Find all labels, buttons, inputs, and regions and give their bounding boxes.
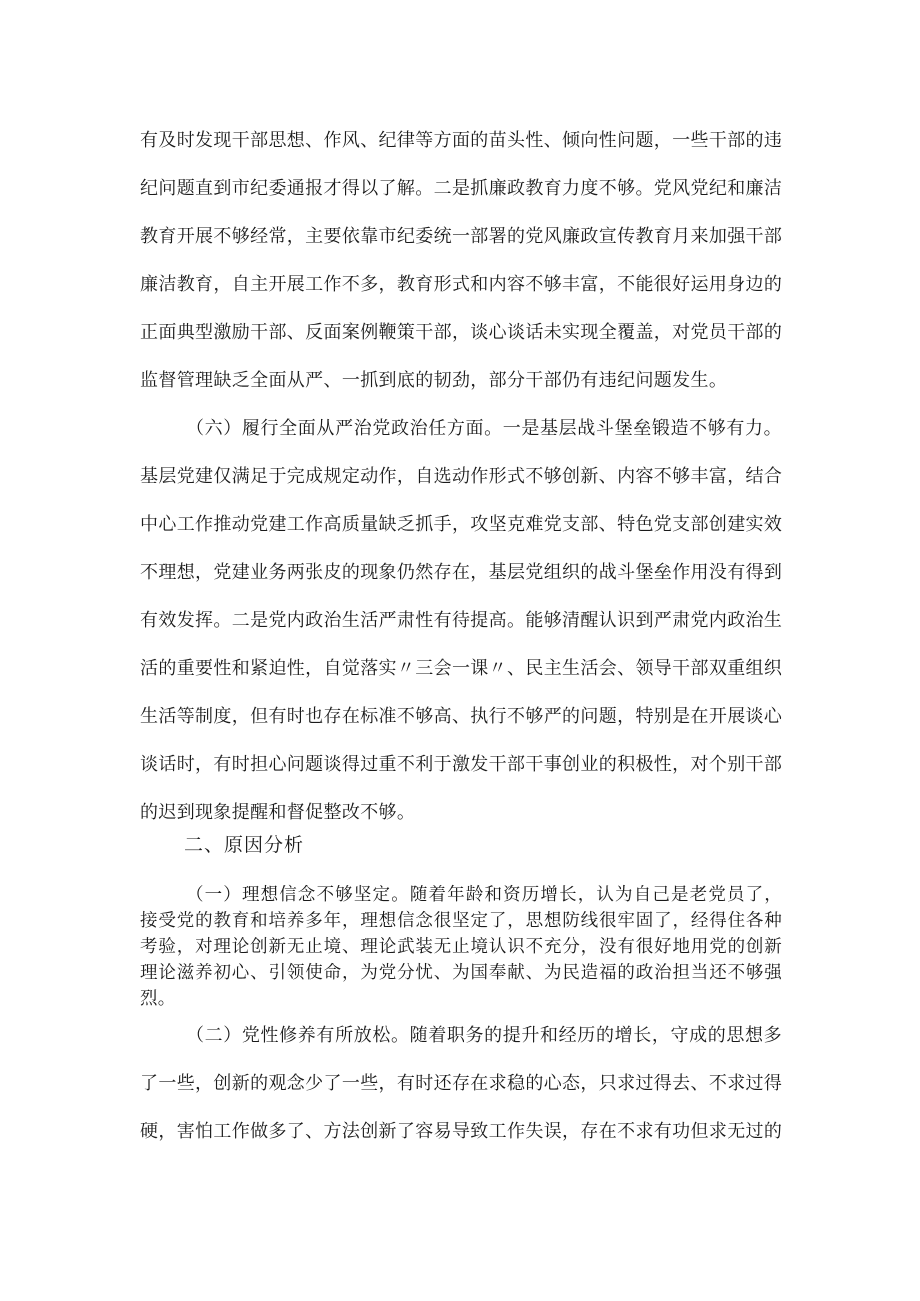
paragraph-line: 监督管理缺乏全面从严、一抓到底的韧劲，部分干部仍有违纪问题发生。 (140, 370, 728, 391)
paragraph-line: 接受党的教育和培养多年，理想信念很坚定了，思想防线很牢固了，经得住各种 (140, 911, 782, 931)
paragraph-line: 中心工作推动党建工作高质量缺乏抓手，攻坚克难党支部、特色党支部创建实效 (140, 514, 783, 535)
paragraph-line: （二）党性修养有所放松。随着职务的提升和经历的增长，守成的思想多 (186, 1025, 782, 1046)
paragraph-line: （六）履行全面从严治党政治任方面。一是基层战斗堡垒锻造不够有力。 (186, 418, 782, 439)
paragraph-line: 廉洁教育，自主开展工作不多，教育形式和内容不够丰富，不能很好运用身边的 (140, 274, 783, 295)
paragraph-line: 谈话时，有时担心问题谈得过重不利于激发干部干事创业的积极性，对个别干部 (140, 754, 783, 775)
paragraph-line: 硬，害怕工作做多了、方法创新了容易导致工作失误，存在不求有功但求无过的 (140, 1121, 783, 1142)
paragraph-line: 纪问题直到市纪委通报才得以了解。二是抓廉政教育力度不够。党风党纪和廉洁 (140, 178, 783, 199)
paragraph-line: 生活等制度，但有时也存在标准不够高、执行不够严的问题，特别是在开展谈心 (140, 706, 783, 727)
paragraph-line: 活的重要性和紧迫性，自觉落实〃三会一课〃、民主生活会、领导干部双重组织 (140, 658, 783, 679)
paragraph-line: 教育开展不够经常，主要依靠市纪委统一部署的党风廉政宣传教育月来加强干部 (140, 226, 783, 247)
paragraph-line: 了一些，创新的观念少了一些，有时还存在求稳的心态，只求过得去、不求过得 (140, 1073, 783, 1094)
paragraph-line: 考验，对理论创新无止境、理论武装无止境认识不充分，没有很好地用党的创新 (140, 937, 782, 957)
section-heading: 二、原因分析 (184, 834, 305, 856)
paragraph-line: 有效发挥。二是党内政治生活严肃性有待提高。能够清醒认识到严肃党内政治生 (140, 610, 783, 631)
paragraph-line: 理论滋养初心、引领使命，为党分忧、为国奉献、为民造福的政治担当还不够强 (140, 963, 782, 983)
paragraph-line: 有及时发现干部思想、作风、纪律等方面的苗头性、倾向性问题，一些干部的违 (140, 130, 783, 151)
paragraph-line: 的迟到现象提醒和督促整改不够。 (140, 802, 416, 823)
paragraph-line: （一）理想信念不够坚定。随着年龄和资历增长，认为自己是老党员了， (186, 885, 782, 905)
paragraph-line: 不理想，党建业务两张皮的现象仍然存在，基层党组织的战斗堡垒作用没有得到 (140, 562, 783, 583)
paragraph-line: 烈。 (140, 989, 176, 1009)
paragraph-line: 正面典型激励干部、反面案例鞭策干部，谈心谈话未实现全覆盖，对党员干部的 (140, 322, 783, 343)
paragraph-line: 基层党建仅满足于完成规定动作，自选动作形式不够创新、内容不够丰富，结合 (140, 466, 783, 487)
